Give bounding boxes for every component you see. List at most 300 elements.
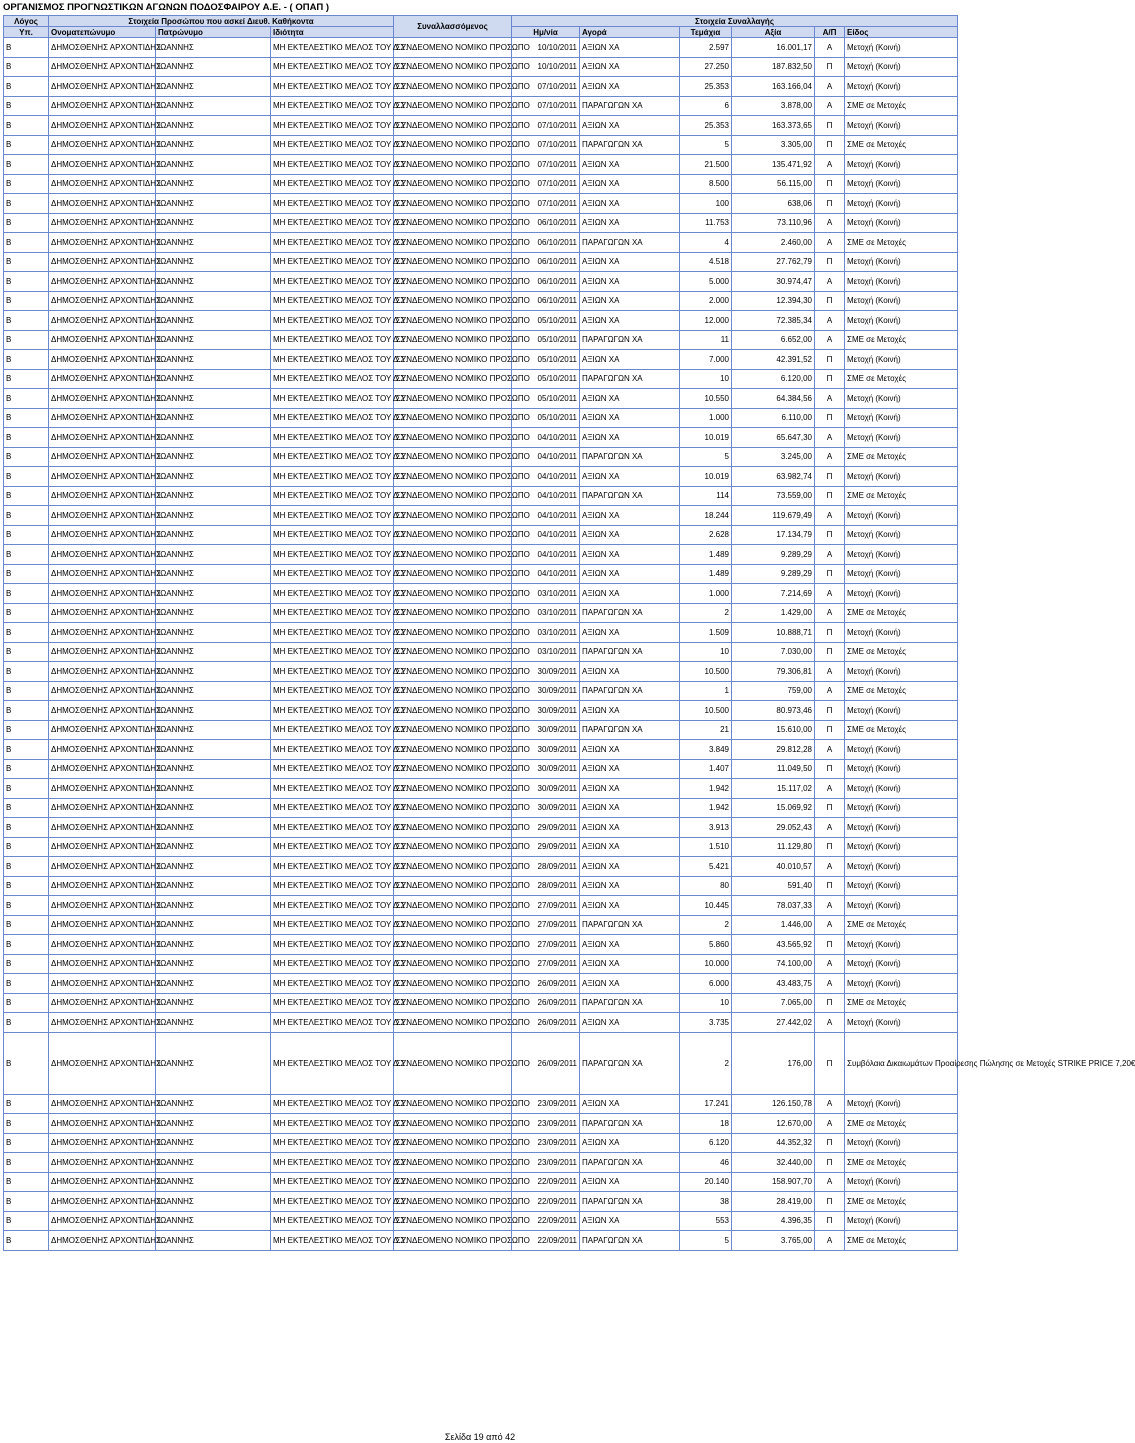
- ap-cell: Α: [815, 1094, 845, 1114]
- father-cell: ΙΩΑΝΝΗΣ: [156, 1211, 271, 1231]
- table-row: [4, 486, 958, 506]
- table-row: [4, 779, 958, 799]
- ap-cell: Π: [815, 564, 845, 584]
- table-row: [4, 1192, 958, 1212]
- name-cell: ΔΗΜΟΣΘΕΝΗΣ ΑΡΧΟΝΤΙΔΗΣ: [49, 623, 156, 643]
- reason-cell: Β: [4, 1192, 49, 1212]
- father-cell: ΙΩΑΝΝΗΣ: [156, 428, 271, 448]
- date-cell: 22/09/2011: [512, 1231, 580, 1251]
- name-cell: ΔΗΜΟΣΘΕΝΗΣ ΑΡΧΟΝΤΙΔΗΣ: [49, 720, 156, 740]
- table-row: [4, 1013, 958, 1033]
- header-trade-group: Στοιχεία Συναλλαγής: [512, 16, 958, 27]
- father-cell: ΙΩΑΝΝΗΣ: [156, 993, 271, 1013]
- kind-cell: Μετοχή (Κοινή): [845, 38, 958, 58]
- header-counterparty: Συναλλασσόμενος: [394, 16, 512, 38]
- date-cell: 23/09/2011: [512, 1114, 580, 1134]
- kind-cell: Μετοχή (Κοινή): [845, 1094, 958, 1114]
- market-cell: ΠΑΡΑΓΩΓΩΝ ΧΑ: [580, 369, 680, 389]
- capacity-cell: ΜΗ ΕΚΤΕΛΕΣΤΙΚΟ ΜΕΛΟΣ ΤΟΥ Δ.Σ.: [271, 954, 394, 974]
- market-cell: ΑΞΙΩΝ ΧΑ: [580, 954, 680, 974]
- kind-cell: Μετοχή (Κοινή): [845, 876, 958, 896]
- name-cell: ΔΗΜΟΣΘΕΝΗΣ ΑΡΧΟΝΤΙΔΗΣ: [49, 96, 156, 116]
- qty-cell: 25.353: [680, 116, 732, 136]
- counterparty-cell: ΣΥΝΔΕΟΜΕΝΟ ΝΟΜΙΚΟ ΠΡΟΣΩΠΟ: [394, 467, 512, 487]
- kind-cell: ΣΜΕ σε Μετοχές: [845, 369, 958, 389]
- market-cell: ΑΞΙΩΝ ΧΑ: [580, 1211, 680, 1231]
- name-cell: ΔΗΜΟΣΘΕΝΗΣ ΑΡΧΟΝΤΙΔΗΣ: [49, 506, 156, 526]
- counterparty-cell: ΣΥΝΔΕΟΜΕΝΟ ΝΟΜΙΚΟ ΠΡΟΣΩΠΟ: [394, 1153, 512, 1173]
- kind-cell: Μετοχή (Κοινή): [845, 974, 958, 994]
- header-yp: Υπ.: [4, 27, 49, 38]
- father-cell: ΙΩΑΝΝΗΣ: [156, 857, 271, 877]
- qty-cell: 17.241: [680, 1094, 732, 1114]
- counterparty-cell: ΣΥΝΔΕΟΜΕΝΟ ΝΟΜΙΚΟ ΠΡΟΣΩΠΟ: [394, 954, 512, 974]
- qty-cell: 27.250: [680, 57, 732, 77]
- table-row: [4, 96, 958, 116]
- reason-cell: Β: [4, 447, 49, 467]
- table-row: [4, 506, 958, 526]
- value-cell: 7.065,00: [732, 993, 815, 1013]
- value-cell: 163.373,65: [732, 116, 815, 136]
- reason-cell: Β: [4, 525, 49, 545]
- counterparty-cell: ΣΥΝΔΕΟΜΕΝΟ ΝΟΜΙΚΟ ΠΡΟΣΩΠΟ: [394, 779, 512, 799]
- name-cell: ΔΗΜΟΣΘΕΝΗΣ ΑΡΧΟΝΤΙΔΗΣ: [49, 428, 156, 448]
- name-cell: ΔΗΜΟΣΘΕΝΗΣ ΑΡΧΟΝΤΙΔΗΣ: [49, 369, 156, 389]
- date-cell: 30/09/2011: [512, 720, 580, 740]
- table-row: [4, 272, 958, 292]
- father-cell: ΙΩΑΝΝΗΣ: [156, 603, 271, 623]
- table-row: [4, 1153, 958, 1173]
- qty-cell: 2: [680, 603, 732, 623]
- counterparty-cell: ΣΥΝΔΕΟΜΕΝΟ ΝΟΜΙΚΟ ΠΡΟΣΩΠΟ: [394, 837, 512, 857]
- reason-cell: Β: [4, 1114, 49, 1134]
- reason-cell: Β: [4, 740, 49, 760]
- counterparty-cell: ΣΥΝΔΕΟΜΕΝΟ ΝΟΜΙΚΟ ΠΡΟΣΩΠΟ: [394, 428, 512, 448]
- table-row: [4, 291, 958, 311]
- name-cell: ΔΗΜΟΣΘΕΝΗΣ ΑΡΧΟΝΤΙΔΗΣ: [49, 389, 156, 409]
- ap-cell: Π: [815, 993, 845, 1013]
- value-cell: 12.670,00: [732, 1114, 815, 1134]
- ap-cell: Α: [815, 506, 845, 526]
- kind-cell: ΣΜΕ σε Μετοχές: [845, 233, 958, 253]
- capacity-cell: ΜΗ ΕΚΤΕΛΕΣΤΙΚΟ ΜΕΛΟΣ ΤΟΥ Δ.Σ.: [271, 135, 394, 155]
- name-cell: ΔΗΜΟΣΘΕΝΗΣ ΑΡΧΟΝΤΙΔΗΣ: [49, 740, 156, 760]
- name-cell: ΔΗΜΟΣΘΕΝΗΣ ΑΡΧΟΝΤΙΔΗΣ: [49, 1094, 156, 1114]
- value-cell: 4.396,35: [732, 1211, 815, 1231]
- market-cell: ΑΞΙΩΝ ΧΑ: [580, 57, 680, 77]
- market-cell: ΠΑΡΑΓΩΓΩΝ ΧΑ: [580, 330, 680, 350]
- value-cell: 1.429,00: [732, 603, 815, 623]
- table-row: [4, 993, 958, 1013]
- reason-cell: Β: [4, 428, 49, 448]
- father-cell: ΙΩΑΝΝΗΣ: [156, 954, 271, 974]
- capacity-cell: ΜΗ ΕΚΤΕΛΕΣΤΙΚΟ ΜΕΛΟΣ ΤΟΥ Δ.Σ.: [271, 564, 394, 584]
- counterparty-cell: ΣΥΝΔΕΟΜΕΝΟ ΝΟΜΙΚΟ ΠΡΟΣΩΠΟ: [394, 57, 512, 77]
- table-row: [4, 330, 958, 350]
- market-cell: ΑΞΙΩΝ ΧΑ: [580, 701, 680, 721]
- qty-cell: 38: [680, 1192, 732, 1212]
- capacity-cell: ΜΗ ΕΚΤΕΛΕΣΤΙΚΟ ΜΕΛΟΣ ΤΟΥ Δ.Σ.: [271, 740, 394, 760]
- name-cell: ΔΗΜΟΣΘΕΝΗΣ ΑΡΧΟΝΤΙΔΗΣ: [49, 1231, 156, 1251]
- qty-cell: 2.000: [680, 291, 732, 311]
- qty-cell: 10.445: [680, 896, 732, 916]
- ap-cell: Α: [815, 233, 845, 253]
- name-cell: ΔΗΜΟΣΘΕΝΗΣ ΑΡΧΟΝΤΙΔΗΣ: [49, 1013, 156, 1033]
- value-cell: 79.306,81: [732, 662, 815, 682]
- market-cell: ΑΞΙΩΝ ΧΑ: [580, 935, 680, 955]
- reason-cell: Β: [4, 1032, 49, 1094]
- market-cell: ΑΞΙΩΝ ΧΑ: [580, 798, 680, 818]
- name-cell: ΔΗΜΟΣΘΕΝΗΣ ΑΡΧΟΝΤΙΔΗΣ: [49, 798, 156, 818]
- counterparty-cell: ΣΥΝΔΕΟΜΕΝΟ ΝΟΜΙΚΟ ΠΡΟΣΩΠΟ: [394, 213, 512, 233]
- value-cell: 3.765,00: [732, 1231, 815, 1251]
- father-cell: ΙΩΑΝΝΗΣ: [156, 213, 271, 233]
- capacity-cell: ΜΗ ΕΚΤΕΛΕΣΤΙΚΟ ΜΕΛΟΣ ΤΟΥ Δ.Σ.: [271, 311, 394, 331]
- reason-cell: Β: [4, 642, 49, 662]
- name-cell: ΔΗΜΟΣΘΕΝΗΣ ΑΡΧΟΝΤΙΔΗΣ: [49, 584, 156, 604]
- date-cell: 07/10/2011: [512, 155, 580, 175]
- qty-cell: 10.019: [680, 467, 732, 487]
- table-row: [4, 1172, 958, 1192]
- reason-cell: Β: [4, 135, 49, 155]
- father-cell: ΙΩΑΝΝΗΣ: [156, 350, 271, 370]
- father-cell: ΙΩΑΝΝΗΣ: [156, 1231, 271, 1251]
- date-cell: 03/10/2011: [512, 584, 580, 604]
- ap-cell: Π: [815, 1032, 845, 1094]
- table-row: [4, 876, 958, 896]
- market-cell: ΑΞΙΩΝ ΧΑ: [580, 584, 680, 604]
- kind-cell: Μετοχή (Κοινή): [845, 564, 958, 584]
- ap-cell: Π: [815, 194, 845, 214]
- counterparty-cell: ΣΥΝΔΕΟΜΕΝΟ ΝΟΜΙΚΟ ΠΡΟΣΩΠΟ: [394, 116, 512, 136]
- value-cell: 78.037,33: [732, 896, 815, 916]
- value-cell: 80.973,46: [732, 701, 815, 721]
- header-value: Αξία: [732, 27, 815, 38]
- ap-cell: Α: [815, 662, 845, 682]
- reason-cell: Β: [4, 408, 49, 428]
- date-cell: 07/10/2011: [512, 96, 580, 116]
- value-cell: 56.115,00: [732, 174, 815, 194]
- table-row: [4, 642, 958, 662]
- capacity-cell: ΜΗ ΕΚΤΕΛΕΣΤΙΚΟ ΜΕΛΟΣ ΤΟΥ Δ.Σ.: [271, 38, 394, 58]
- name-cell: ΔΗΜΟΣΘΕΝΗΣ ΑΡΧΟΝΤΙΔΗΣ: [49, 174, 156, 194]
- kind-cell: Μετοχή (Κοινή): [845, 935, 958, 955]
- name-cell: ΔΗΜΟΣΘΕΝΗΣ ΑΡΧΟΝΤΙΔΗΣ: [49, 350, 156, 370]
- counterparty-cell: ΣΥΝΔΕΟΜΕΝΟ ΝΟΜΙΚΟ ΠΡΟΣΩΠΟ: [394, 1231, 512, 1251]
- capacity-cell: ΜΗ ΕΚΤΕΛΕΣΤΙΚΟ ΜΕΛΟΣ ΤΟΥ Δ.Σ.: [271, 1153, 394, 1173]
- father-cell: ΙΩΑΝΝΗΣ: [156, 447, 271, 467]
- header-logos: Λόγος: [4, 16, 49, 27]
- counterparty-cell: ΣΥΝΔΕΟΜΕΝΟ ΝΟΜΙΚΟ ΠΡΟΣΩΠΟ: [394, 369, 512, 389]
- value-cell: 9.289,29: [732, 564, 815, 584]
- reason-cell: Β: [4, 1153, 49, 1173]
- qty-cell: 5.000: [680, 272, 732, 292]
- reason-cell: Β: [4, 311, 49, 331]
- counterparty-cell: ΣΥΝΔΕΟΜΕΝΟ ΝΟΜΙΚΟ ΠΡΟΣΩΠΟ: [394, 155, 512, 175]
- value-cell: 9.289,29: [732, 545, 815, 565]
- counterparty-cell: ΣΥΝΔΕΟΜΕΝΟ ΝΟΜΙΚΟ ΠΡΟΣΩΠΟ: [394, 642, 512, 662]
- reason-cell: Β: [4, 818, 49, 838]
- market-cell: ΑΞΙΩΝ ΧΑ: [580, 408, 680, 428]
- counterparty-cell: ΣΥΝΔΕΟΜΕΝΟ ΝΟΜΙΚΟ ΠΡΟΣΩΠΟ: [394, 623, 512, 643]
- value-cell: 6.652,00: [732, 330, 815, 350]
- qty-cell: 21: [680, 720, 732, 740]
- capacity-cell: ΜΗ ΕΚΤΕΛΕΣΤΙΚΟ ΜΕΛΟΣ ΤΟΥ Δ.Σ.: [271, 467, 394, 487]
- reason-cell: Β: [4, 915, 49, 935]
- reason-cell: Β: [4, 623, 49, 643]
- table-row: [4, 525, 958, 545]
- market-cell: ΑΞΙΩΝ ΧΑ: [580, 389, 680, 409]
- capacity-cell: ΜΗ ΕΚΤΕΛΕΣΤΙΚΟ ΜΕΛΟΣ ΤΟΥ Δ.Σ.: [271, 96, 394, 116]
- name-cell: ΔΗΜΟΣΘΕΝΗΣ ΑΡΧΟΝΤΙΔΗΣ: [49, 1032, 156, 1094]
- table-row: [4, 1114, 958, 1134]
- table-row: [4, 759, 958, 779]
- ap-cell: Π: [815, 876, 845, 896]
- market-cell: ΑΞΙΩΝ ΧΑ: [580, 545, 680, 565]
- market-cell: ΑΞΙΩΝ ΧΑ: [580, 252, 680, 272]
- qty-cell: 12.000: [680, 311, 732, 331]
- reason-cell: Β: [4, 759, 49, 779]
- qty-cell: 2.597: [680, 38, 732, 58]
- date-cell: 07/10/2011: [512, 135, 580, 155]
- name-cell: ΔΗΜΟΣΘΕΝΗΣ ΑΡΧΟΝΤΙΔΗΣ: [49, 681, 156, 701]
- father-cell: ΙΩΑΝΝΗΣ: [156, 311, 271, 331]
- market-cell: ΠΑΡΑΓΩΓΩΝ ΧΑ: [580, 915, 680, 935]
- value-cell: 27.762,79: [732, 252, 815, 272]
- market-cell: ΑΞΙΩΝ ΧΑ: [580, 564, 680, 584]
- counterparty-cell: ΣΥΝΔΕΟΜΕΝΟ ΝΟΜΙΚΟ ΠΡΟΣΩΠΟ: [394, 603, 512, 623]
- market-cell: ΠΑΡΑΓΩΓΩΝ ΧΑ: [580, 681, 680, 701]
- date-cell: 10/10/2011: [512, 38, 580, 58]
- counterparty-cell: ΣΥΝΔΕΟΜΕΝΟ ΝΟΜΙΚΟ ΠΡΟΣΩΠΟ: [394, 486, 512, 506]
- capacity-cell: ΜΗ ΕΚΤΕΛΕΣΤΙΚΟ ΜΕΛΟΣ ΤΟΥ Δ.Σ.: [271, 428, 394, 448]
- name-cell: ΔΗΜΟΣΘΕΝΗΣ ΑΡΧΟΝΤΙΔΗΣ: [49, 467, 156, 487]
- table-row: [4, 213, 958, 233]
- qty-cell: 1.510: [680, 837, 732, 857]
- father-cell: ΙΩΑΝΝΗΣ: [156, 506, 271, 526]
- counterparty-cell: ΣΥΝΔΕΟΜΕΝΟ ΝΟΜΙΚΟ ΠΡΟΣΩΠΟ: [394, 701, 512, 721]
- market-cell: ΑΞΙΩΝ ΧΑ: [580, 857, 680, 877]
- date-cell: 30/09/2011: [512, 662, 580, 682]
- reason-cell: Β: [4, 330, 49, 350]
- father-cell: ΙΩΑΝΝΗΣ: [156, 798, 271, 818]
- qty-cell: 10.000: [680, 954, 732, 974]
- table-row: [4, 623, 958, 643]
- value-cell: 44.352,32: [732, 1133, 815, 1153]
- ap-cell: Π: [815, 1211, 845, 1231]
- ap-cell: Π: [815, 467, 845, 487]
- reason-cell: Β: [4, 77, 49, 97]
- date-cell: 29/09/2011: [512, 818, 580, 838]
- capacity-cell: ΜΗ ΕΚΤΕΛΕΣΤΙΚΟ ΜΕΛΟΣ ΤΟΥ Δ.Σ.: [271, 1032, 394, 1094]
- kind-cell: ΣΜΕ σε Μετοχές: [845, 447, 958, 467]
- name-cell: ΔΗΜΟΣΘΕΝΗΣ ΑΡΧΟΝΤΙΔΗΣ: [49, 1153, 156, 1173]
- name-cell: ΔΗΜΟΣΘΕΝΗΣ ΑΡΧΟΝΤΙΔΗΣ: [49, 408, 156, 428]
- counterparty-cell: ΣΥΝΔΕΟΜΕΝΟ ΝΟΜΙΚΟ ΠΡΟΣΩΠΟ: [394, 291, 512, 311]
- reason-cell: Β: [4, 584, 49, 604]
- header-name: Ονοματεπώνυμο: [49, 27, 156, 38]
- counterparty-cell: ΣΥΝΔΕΟΜΕΝΟ ΝΟΜΙΚΟ ΠΡΟΣΩΠΟ: [394, 389, 512, 409]
- qty-cell: 25.353: [680, 77, 732, 97]
- ap-cell: Π: [815, 701, 845, 721]
- capacity-cell: ΜΗ ΕΚΤΕΛΕΣΤΙΚΟ ΜΕΛΟΣ ΤΟΥ Δ.Σ.: [271, 1192, 394, 1212]
- counterparty-cell: ΣΥΝΔΕΟΜΕΝΟ ΝΟΜΙΚΟ ΠΡΟΣΩΠΟ: [394, 740, 512, 760]
- market-cell: ΠΑΡΑΓΩΓΩΝ ΧΑ: [580, 642, 680, 662]
- reason-cell: Β: [4, 1013, 49, 1033]
- date-cell: 22/09/2011: [512, 1172, 580, 1192]
- table-row: [4, 720, 958, 740]
- value-cell: 15.069,92: [732, 798, 815, 818]
- market-cell: ΑΞΙΩΝ ΧΑ: [580, 506, 680, 526]
- qty-cell: 2: [680, 1032, 732, 1094]
- table-row: [4, 740, 958, 760]
- capacity-cell: ΜΗ ΕΚΤΕΛΕΣΤΙΚΟ ΜΕΛΟΣ ΤΟΥ Δ.Σ.: [271, 1114, 394, 1134]
- kind-cell: Μετοχή (Κοινή): [845, 779, 958, 799]
- market-cell: ΑΞΙΩΝ ΧΑ: [580, 213, 680, 233]
- date-cell: 06/10/2011: [512, 291, 580, 311]
- date-cell: 30/09/2011: [512, 798, 580, 818]
- market-cell: ΑΞΙΩΝ ΧΑ: [580, 350, 680, 370]
- qty-cell: 4.518: [680, 252, 732, 272]
- name-cell: ΔΗΜΟΣΘΕΝΗΣ ΑΡΧΟΝΤΙΔΗΣ: [49, 857, 156, 877]
- ap-cell: Α: [815, 545, 845, 565]
- name-cell: ΔΗΜΟΣΘΕΝΗΣ ΑΡΧΟΝΤΙΔΗΣ: [49, 1133, 156, 1153]
- kind-cell: ΣΜΕ σε Μετοχές: [845, 993, 958, 1013]
- father-cell: ΙΩΑΝΝΗΣ: [156, 57, 271, 77]
- date-cell: 05/10/2011: [512, 311, 580, 331]
- date-cell: 04/10/2011: [512, 486, 580, 506]
- market-cell: ΑΞΙΩΝ ΧΑ: [580, 837, 680, 857]
- table-row: [4, 915, 958, 935]
- reason-cell: Β: [4, 876, 49, 896]
- value-cell: 10.888,71: [732, 623, 815, 643]
- ap-cell: Α: [815, 954, 845, 974]
- qty-cell: 80: [680, 876, 732, 896]
- counterparty-cell: ΣΥΝΔΕΟΜΕΝΟ ΝΟΜΙΚΟ ΠΡΟΣΩΠΟ: [394, 311, 512, 331]
- date-cell: 04/10/2011: [512, 506, 580, 526]
- father-cell: ΙΩΑΝΝΗΣ: [156, 564, 271, 584]
- qty-cell: 11.753: [680, 213, 732, 233]
- reason-cell: Β: [4, 506, 49, 526]
- reason-cell: Β: [4, 1211, 49, 1231]
- qty-cell: 5.860: [680, 935, 732, 955]
- capacity-cell: ΜΗ ΕΚΤΕΛΕΣΤΙΚΟ ΜΕΛΟΣ ΤΟΥ Δ.Σ.: [271, 1133, 394, 1153]
- name-cell: ΔΗΜΟΣΘΕΝΗΣ ΑΡΧΟΝΤΙΔΗΣ: [49, 38, 156, 58]
- capacity-cell: ΜΗ ΕΚΤΕΛΕΣΤΙΚΟ ΜΕΛΟΣ ΤΟΥ Δ.Σ.: [271, 252, 394, 272]
- value-cell: 15.610,00: [732, 720, 815, 740]
- capacity-cell: ΜΗ ΕΚΤΕΛΕΣΤΙΚΟ ΜΕΛΟΣ ΤΟΥ Δ.Σ.: [271, 330, 394, 350]
- capacity-cell: ΜΗ ΕΚΤΕΛΕΣΤΙΚΟ ΜΕΛΟΣ ΤΟΥ Δ.Σ.: [271, 876, 394, 896]
- name-cell: ΔΗΜΟΣΘΕΝΗΣ ΑΡΧΟΝΤΙΔΗΣ: [49, 272, 156, 292]
- qty-cell: 1: [680, 681, 732, 701]
- date-cell: 05/10/2011: [512, 369, 580, 389]
- name-cell: ΔΗΜΟΣΘΕΝΗΣ ΑΡΧΟΝΤΙΔΗΣ: [49, 135, 156, 155]
- kind-cell: Μετοχή (Κοινή): [845, 525, 958, 545]
- table-row: [4, 837, 958, 857]
- father-cell: ΙΩΑΝΝΗΣ: [156, 1153, 271, 1173]
- market-cell: ΠΑΡΑΓΩΓΩΝ ΧΑ: [580, 135, 680, 155]
- value-cell: 3.878,00: [732, 96, 815, 116]
- table-row: [4, 1032, 958, 1094]
- father-cell: ΙΩΑΝΝΗΣ: [156, 779, 271, 799]
- table-row: [4, 564, 958, 584]
- value-cell: 6.120,00: [732, 369, 815, 389]
- ap-cell: Α: [815, 779, 845, 799]
- father-cell: ΙΩΑΝΝΗΣ: [156, 1133, 271, 1153]
- reason-cell: Β: [4, 155, 49, 175]
- reason-cell: Β: [4, 1094, 49, 1114]
- ap-cell: Π: [815, 798, 845, 818]
- value-cell: 16.001,17: [732, 38, 815, 58]
- father-cell: ΙΩΑΝΝΗΣ: [156, 915, 271, 935]
- date-cell: 26/09/2011: [512, 1013, 580, 1033]
- name-cell: ΔΗΜΟΣΘΕΝΗΣ ΑΡΧΟΝΤΙΔΗΣ: [49, 954, 156, 974]
- counterparty-cell: ΣΥΝΔΕΟΜΕΝΟ ΝΟΜΙΚΟ ΠΡΟΣΩΠΟ: [394, 798, 512, 818]
- ap-cell: Α: [815, 1114, 845, 1134]
- counterparty-cell: ΣΥΝΔΕΟΜΕΝΟ ΝΟΜΙΚΟ ΠΡΟΣΩΠΟ: [394, 194, 512, 214]
- father-cell: ΙΩΑΝΝΗΣ: [156, 1172, 271, 1192]
- capacity-cell: ΜΗ ΕΚΤΕΛΕΣΤΙΚΟ ΜΕΛΟΣ ΤΟΥ Δ.Σ.: [271, 974, 394, 994]
- kind-cell: Μετοχή (Κοινή): [845, 545, 958, 565]
- value-cell: 72.385,34: [732, 311, 815, 331]
- kind-cell: ΣΜΕ σε Μετοχές: [845, 603, 958, 623]
- kind-cell: Μετοχή (Κοινή): [845, 701, 958, 721]
- date-cell: 26/09/2011: [512, 993, 580, 1013]
- ap-cell: Α: [815, 974, 845, 994]
- kind-cell: Μετοχή (Κοινή): [845, 57, 958, 77]
- name-cell: ΔΗΜΟΣΘΕΝΗΣ ΑΡΧΟΝΤΙΔΗΣ: [49, 759, 156, 779]
- father-cell: ΙΩΑΝΝΗΣ: [156, 623, 271, 643]
- kind-cell: Μετοχή (Κοινή): [845, 818, 958, 838]
- qty-cell: 1.000: [680, 584, 732, 604]
- ap-cell: Α: [815, 213, 845, 233]
- table-row: [4, 662, 958, 682]
- header-father: Πατρώνυμο: [156, 27, 271, 38]
- value-cell: 15.117,02: [732, 779, 815, 799]
- kind-cell: Μετοχή (Κοινή): [845, 1172, 958, 1192]
- market-cell: ΠΑΡΑΓΩΓΩΝ ΧΑ: [580, 993, 680, 1013]
- counterparty-cell: ΣΥΝΔΕΟΜΕΝΟ ΝΟΜΙΚΟ ΠΡΟΣΩΠΟ: [394, 525, 512, 545]
- father-cell: ΙΩΑΝΝΗΣ: [156, 525, 271, 545]
- qty-cell: 1.942: [680, 798, 732, 818]
- counterparty-cell: ΣΥΝΔΕΟΜΕΝΟ ΝΟΜΙΚΟ ΠΡΟΣΩΠΟ: [394, 506, 512, 526]
- transactions-table: [3, 15, 1135, 1251]
- ap-cell: Π: [815, 369, 845, 389]
- kind-cell: Μετοχή (Κοινή): [845, 662, 958, 682]
- capacity-cell: ΜΗ ΕΚΤΕΛΕΣΤΙΚΟ ΜΕΛΟΣ ΤΟΥ Δ.Σ.: [271, 155, 394, 175]
- counterparty-cell: ΣΥΝΔΕΟΜΕΝΟ ΝΟΜΙΚΟ ΠΡΟΣΩΠΟ: [394, 1211, 512, 1231]
- ap-cell: Π: [815, 291, 845, 311]
- kind-cell: ΣΜΕ σε Μετοχές: [845, 1192, 958, 1212]
- qty-cell: 3.849: [680, 740, 732, 760]
- ap-cell: Α: [815, 38, 845, 58]
- market-cell: ΑΞΙΩΝ ΧΑ: [580, 818, 680, 838]
- value-cell: 29.052,43: [732, 818, 815, 838]
- kind-cell: ΣΜΕ σε Μετοχές: [845, 96, 958, 116]
- qty-cell: 100: [680, 194, 732, 214]
- reason-cell: Β: [4, 350, 49, 370]
- table-row: [4, 311, 958, 331]
- reason-cell: Β: [4, 38, 49, 58]
- header-ap: Α/Π: [815, 27, 845, 38]
- kind-cell: ΣΜΕ σε Μετοχές: [845, 486, 958, 506]
- ap-cell: Π: [815, 1133, 845, 1153]
- name-cell: ΔΗΜΟΣΘΕΝΗΣ ΑΡΧΟΝΤΙΔΗΣ: [49, 642, 156, 662]
- name-cell: ΔΗΜΟΣΘΕΝΗΣ ΑΡΧΟΝΤΙΔΗΣ: [49, 194, 156, 214]
- ap-cell: Π: [815, 642, 845, 662]
- capacity-cell: ΜΗ ΕΚΤΕΛΕΣΤΙΚΟ ΜΕΛΟΣ ΤΟΥ Δ.Σ.: [271, 233, 394, 253]
- market-cell: ΑΞΙΩΝ ΧΑ: [580, 311, 680, 331]
